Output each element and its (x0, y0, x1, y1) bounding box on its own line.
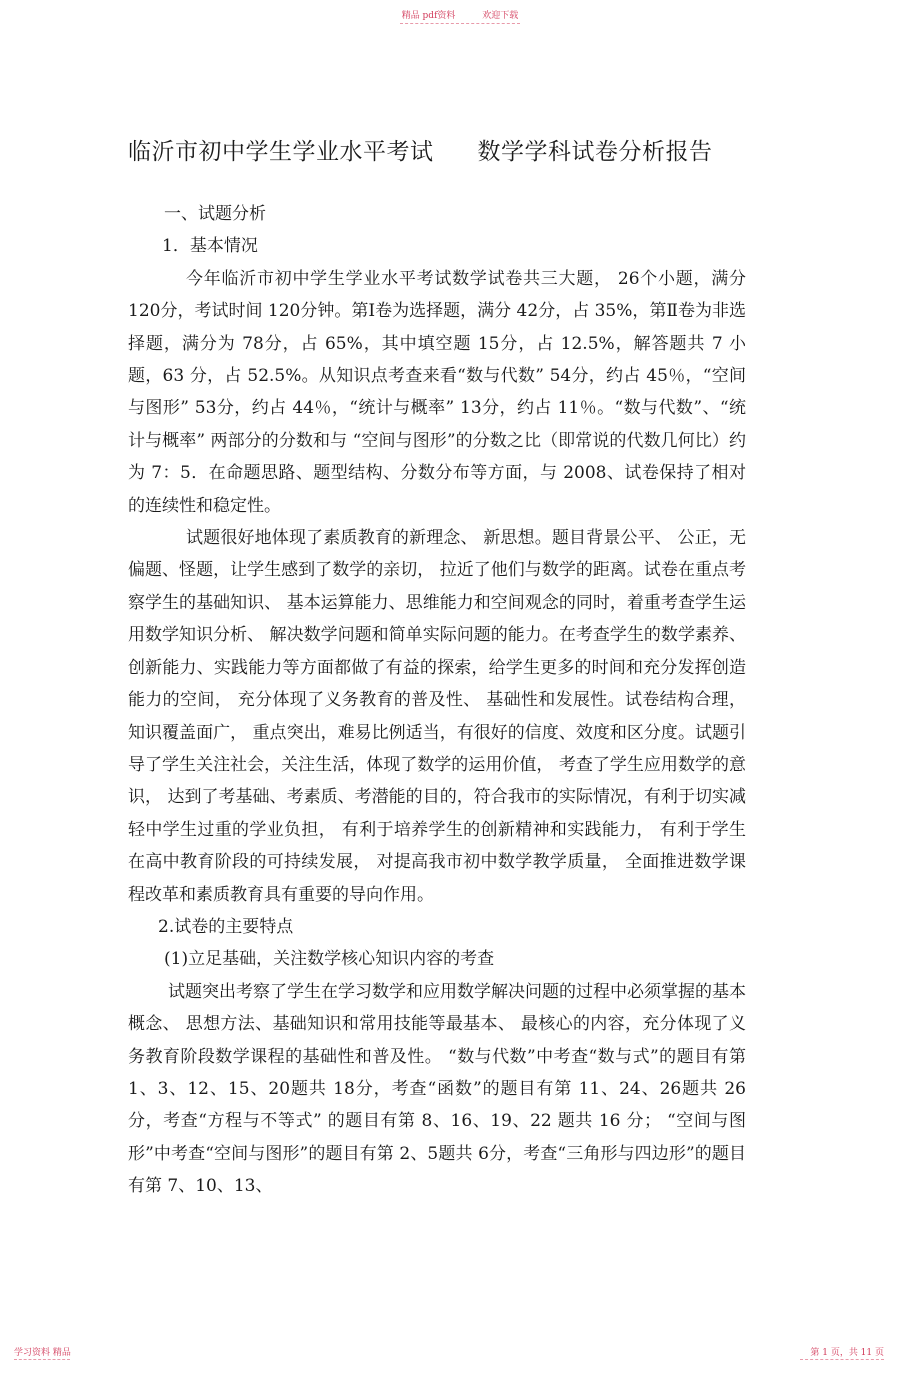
page-title (128, 133, 713, 166)
header-right-text: 欢迎下载 (482, 11, 519, 21)
feature-heading-1: (1)立足基础，关注数学核心知识内容的考查 (164, 949, 495, 970)
subsection-heading-features: 2.试卷的主要特点 (158, 916, 294, 937)
paragraph-feature-1: 试题突出考察了学生在学习数学和应用数学解决问题的过程中必须掌握的基本概念、 思想方法、基础知识和常用技能等最基本、 最核心的内容，充分体现了义务教育阶段数学课程的基础性和普及性。 “数与代数”中考查“数与式”的题目有第 1、3、12、15、20题共 18分，考查“函数”的题目有第 11、24、26题共 26分，考查“方程与不等式” 的题目有第 8、16、19、22 题共 16 分； “空间与图形”中考查“空间与图形”的题目有第 2、5题共 6分，考查“三角形与四边形”的题目有第 7、10、13、 (128, 981, 746, 1197)
page-number: 第 1 页，共 11 页 (810, 1348, 884, 1358)
title-part1: 临沂市初中学生学业水平考试 (128, 139, 434, 165)
section-heading: 一、试题分析 (164, 204, 266, 224)
footer-left-text: 学习资料 精品 (14, 1348, 71, 1358)
page-header (0, 8, 920, 21)
paragraph-evaluation: 试题很好地体现了素质教育的新理念、 新思想。题目背景公平、 公正，无偏题、怪题，让学生感到了数学的亲切， 拉近了他们与数学的距离。试卷在重点考察学生的基础知识、 基本运算能力、思维能力和空间观念的同时，着重考查学生运用数学知识分析、 解决数学问题和简单实际问题的能力。在考查学生的数学素养、 创新能力、实践能力等方面都做了有益的探索，给学生更多的时间和充分发挥创造能力的空间， 充分体现了义务教育的普及性、 基础性和发展性。试卷结构合理， 知识覆盖面广， 重点突出，难易比例适当，有很好的信度、效度和区分度。试题引导了学生关注社会，关注生活，体现了数学的运用价值， 考查了学生应用数学的意识， 达到了考基础、考素质、考潜能的目的，符合我市的实际情况，有利于切实减轻中学生过重的学业负担， 有利于培养学生的创新精神和实践能力， 有利于学生在高中教育阶段的可持续发展， 对提高我市初中数学教学质量， 全面推进数学课程改革和素质教育具有重要的导向作用。 (128, 528, 746, 905)
paragraph-basic-info: 今年临沂市初中学生学业水平考试数学试卷共三大题， 26个小题，满分 120分，考试时间 120分钟。第Ⅰ卷为选择题，满分 42分，占 35%，第Ⅱ卷为非选择题，满分为 78分，占 65%，其中填空题 15分，占 12.5%，解答题共 7 小题，63 分，占 52.5%。从知识点考查来看“数与代数” 54分，约占 45％，“空间与图形” 53分，约占 44％，“统计与概率” 13分，约占 11％。“数与代数”、“统计与概率” 两部分的分数和与 “空间与图形”的分数之比（即常说的代数几何比）约为 7：5．在命题思路、题型结构、分数分布等方面，与 2008、试卷保持了相对的连续性和稳定性。 (128, 268, 746, 516)
title-part2: 数学学科试卷分析报告 (477, 139, 713, 165)
header-left-text: 精品 pdf资料 (401, 11, 456, 21)
footer-divider-right (800, 1359, 884, 1360)
subsection-heading-basic: 1．基本情况 (162, 236, 258, 257)
document-body (128, 198, 746, 1203)
header-divider (400, 23, 520, 24)
footer-divider-left (14, 1359, 70, 1360)
